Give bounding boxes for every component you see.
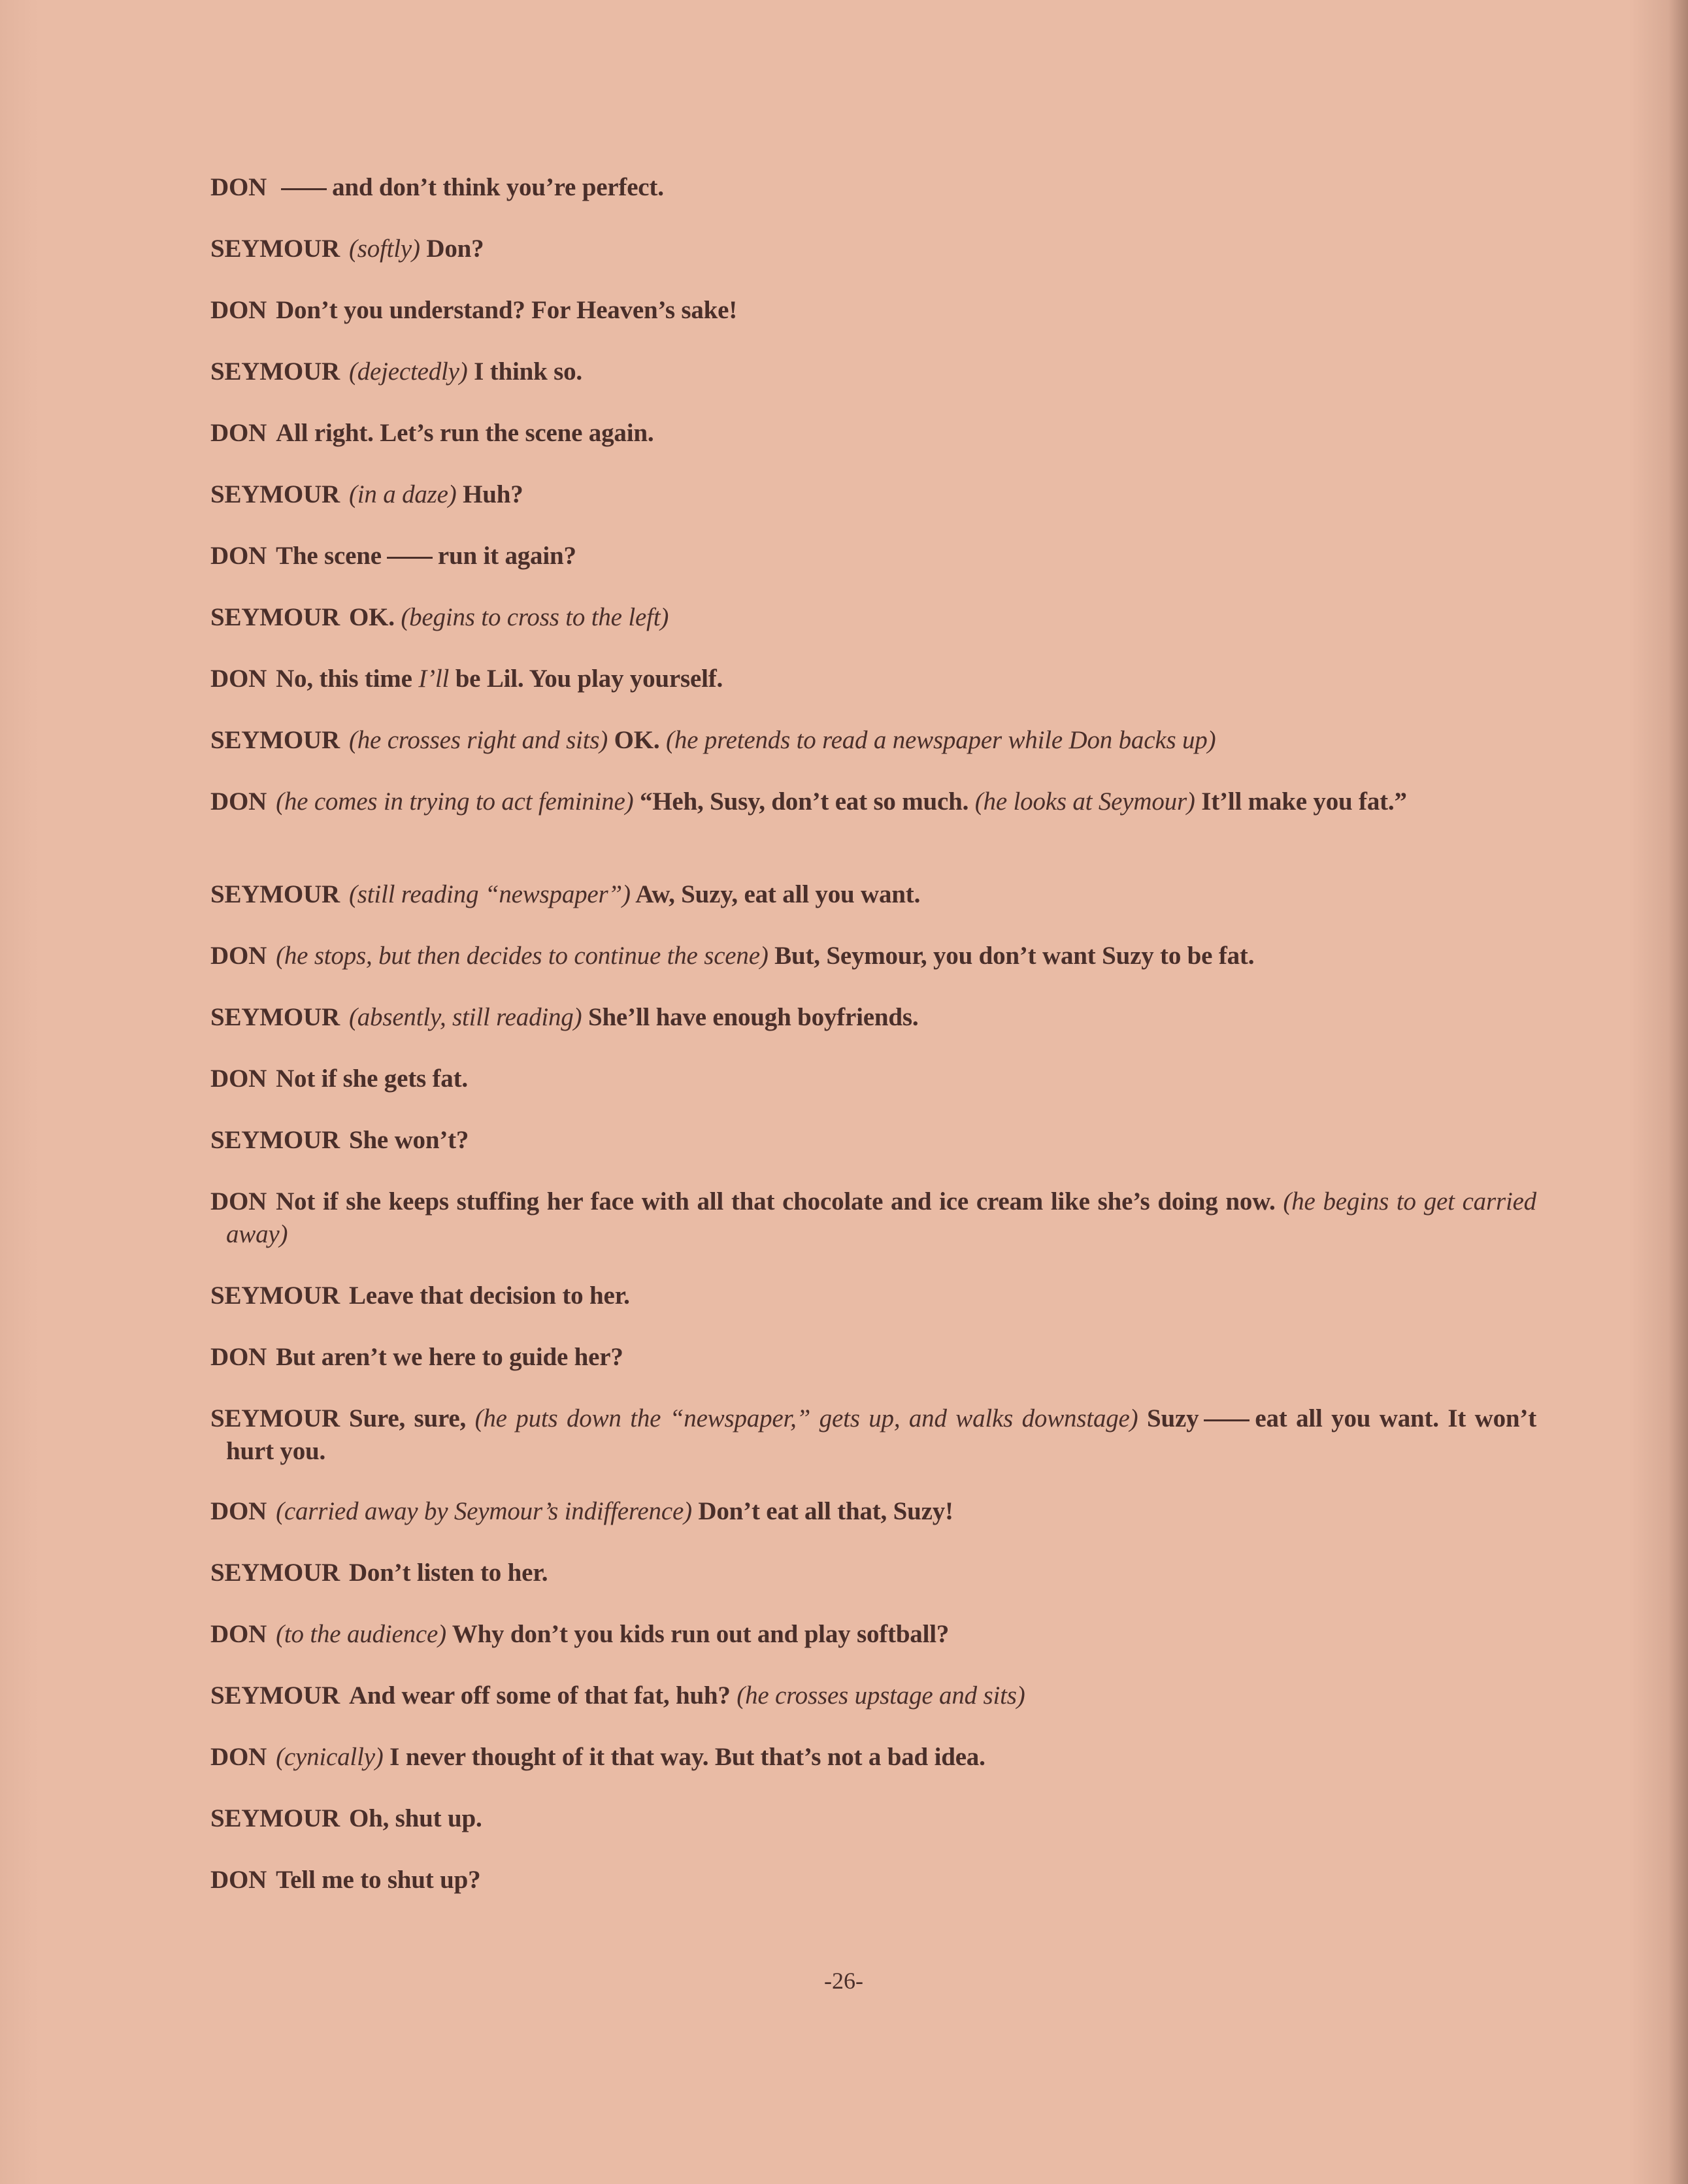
- stage-direction: (begins to cross to the left): [401, 603, 669, 631]
- stage-direction: (cynically): [276, 1743, 384, 1771]
- spoken-text: Oh, shut up.: [348, 1804, 482, 1832]
- dialogue-line: [210, 1341, 1536, 1374]
- speaker-name: DON: [210, 296, 267, 324]
- spoken-text: All right. Let’s run the scene again.: [276, 419, 654, 447]
- spoken-text: Suzy: [1146, 1404, 1199, 1432]
- speaker-name: SEYMOUR: [210, 1404, 340, 1432]
- speaker-name: DON: [210, 1187, 267, 1216]
- spoken-text: I think so.: [474, 357, 582, 386]
- speaker-name: SEYMOUR: [210, 880, 340, 908]
- dialogue-line: [210, 1741, 1536, 1774]
- spoken-text: Don?: [426, 235, 484, 263]
- spoken-text: OK.: [614, 726, 660, 754]
- speaker-name: SEYMOUR: [210, 1282, 340, 1310]
- spoken-text: Leave that decision to her.: [348, 1282, 630, 1310]
- spoken-text: Tell me to shut up?: [276, 1866, 481, 1894]
- spoken-text: Sure, sure,: [348, 1404, 467, 1432]
- spoken-text: Why don’t you kids run out and play softball?: [452, 1620, 950, 1648]
- dialogue-line: [210, 356, 1536, 388]
- stage-direction: (he looks at Seymour): [974, 787, 1195, 816]
- spoken-text: eat all you want. It won’t hurt you.: [226, 1404, 1536, 1465]
- speaker-name: DON: [210, 173, 267, 201]
- speaker-name: SEYMOUR: [210, 1804, 340, 1832]
- speaker-name: SEYMOUR: [210, 1681, 340, 1710]
- speaker-name: DON: [210, 1866, 267, 1894]
- stage-direction: (dejectedly): [348, 357, 468, 386]
- dialogue-line: [210, 786, 1536, 818]
- dialogue-line: [210, 171, 1536, 204]
- dialogue-line: [210, 878, 1536, 911]
- speaker-name: DON: [210, 942, 267, 970]
- dialogue-line: [210, 724, 1536, 757]
- dialogue-line: [210, 1557, 1536, 1589]
- speaker-name: DON: [210, 1343, 267, 1371]
- spoken-text: be Lil. You play yourself.: [455, 665, 723, 693]
- spoken-text: OK.: [348, 603, 395, 631]
- spoken-text: No, this time: [276, 665, 412, 693]
- spoken-text: and don’t think you’re perfect.: [332, 173, 664, 201]
- dialogue-line: [210, 1864, 1536, 1896]
- dialogue-line: [210, 1618, 1536, 1651]
- dialogue-line: [210, 1280, 1536, 1312]
- dialogue-line: [210, 1402, 1536, 1468]
- speaker-name: DON: [210, 1065, 267, 1093]
- stage-direction: (carried away by Seymour’s indifference): [276, 1497, 692, 1525]
- speaker-name: SEYMOUR: [210, 1003, 340, 1031]
- dash-blank: [281, 188, 327, 190]
- speaker-name: DON: [210, 419, 267, 447]
- speaker-name: DON: [210, 1743, 267, 1771]
- dialogue-line: [210, 417, 1536, 450]
- speaker-name: SEYMOUR: [210, 480, 340, 508]
- spoken-text: Don’t eat all that, Suzy!: [698, 1497, 953, 1525]
- dialogue-line: [210, 1185, 1536, 1251]
- stage-direction: (softly): [348, 235, 420, 263]
- spoken-text: Don’t you understand? For Heaven’s sake!: [276, 296, 738, 324]
- stage-direction: (he puts down the “newspaper,” gets up, and walks downstage): [474, 1404, 1138, 1432]
- spoken-text: Not if she gets fat.: [276, 1065, 468, 1093]
- dialogue-line: [210, 1124, 1536, 1157]
- speaker-name: DON: [210, 1497, 267, 1525]
- dialogue-line: [210, 1001, 1536, 1034]
- speaker-name: DON: [210, 1620, 267, 1648]
- spoken-text: Aw, Suzy, eat all you want.: [635, 880, 921, 908]
- speaker-name: SEYMOUR: [210, 357, 340, 386]
- spoken-text: “Heh, Susy, don’t eat so much.: [639, 787, 969, 816]
- spoken-text: Not if she keeps stuffing her face with all that chocolate and ice cream like she’s doing now.: [276, 1187, 1276, 1216]
- speaker-name: SEYMOUR: [210, 1559, 340, 1587]
- dialogue-line: [210, 1802, 1536, 1835]
- speaker-name: DON: [210, 787, 267, 816]
- dash-blank: [1204, 1419, 1249, 1421]
- stage-direction: (still reading “newspaper”): [348, 880, 631, 908]
- dialogue-line: [210, 540, 1536, 572]
- page-number: -26-: [824, 1968, 863, 1994]
- stage-direction: (he comes in trying to act feminine): [276, 787, 634, 816]
- dialogue-line: [210, 233, 1536, 265]
- spoken-text: I never thought of it that way. But that’s not a bad idea.: [389, 1743, 985, 1771]
- stage-direction: (he crosses right and sits): [348, 726, 608, 754]
- spoken-text: Don’t listen to her.: [348, 1559, 548, 1587]
- dialogue-line: [210, 1495, 1536, 1528]
- dialogue-line: [210, 663, 1536, 695]
- stage-direction: (he stops, but then decides to continue the scene): [276, 942, 769, 970]
- speaker-name: SEYMOUR: [210, 1126, 340, 1154]
- dash-blank: [387, 557, 433, 559]
- speaker-name: SEYMOUR: [210, 603, 340, 631]
- stage-direction: (absently, still reading): [348, 1003, 582, 1031]
- spoken-text: But aren’t we here to guide her?: [276, 1343, 623, 1371]
- stage-direction: (he crosses upstage and sits): [736, 1681, 1025, 1710]
- spoken-text: It’ll make you fat.”: [1201, 787, 1407, 816]
- spoken-text: The scene: [276, 542, 382, 570]
- dialogue-line: [210, 1063, 1536, 1095]
- spoken-text: But, Seymour, you don’t want Suzy to be fat.: [774, 942, 1255, 970]
- stage-direction: (in a daze): [348, 480, 457, 508]
- spoken-text: She’ll have enough boyfriends.: [587, 1003, 919, 1031]
- stage-direction: (he pretends to read a newspaper while Don backs up): [666, 726, 1216, 754]
- stage-direction: (he begins to get carried away): [226, 1187, 1536, 1248]
- speaker-name: SEYMOUR: [210, 235, 340, 263]
- stage-direction: (to the audience): [276, 1620, 446, 1648]
- speaker-name: SEYMOUR: [210, 726, 340, 754]
- spoken-text: Huh?: [463, 480, 523, 508]
- spoken-text: She won’t?: [348, 1126, 469, 1154]
- dialogue-line: [210, 478, 1536, 511]
- dialogue-line: [210, 601, 1536, 634]
- speaker-name: DON: [210, 665, 267, 693]
- stage-direction: I’ll: [418, 665, 450, 693]
- speaker-name: DON: [210, 542, 267, 570]
- spoken-text: And wear off some of that fat, huh?: [348, 1681, 731, 1710]
- dialogue-line: [210, 294, 1536, 327]
- dialogue-line: [210, 940, 1536, 972]
- dialogue-line: [210, 1679, 1536, 1712]
- spoken-text: run it again?: [437, 542, 576, 570]
